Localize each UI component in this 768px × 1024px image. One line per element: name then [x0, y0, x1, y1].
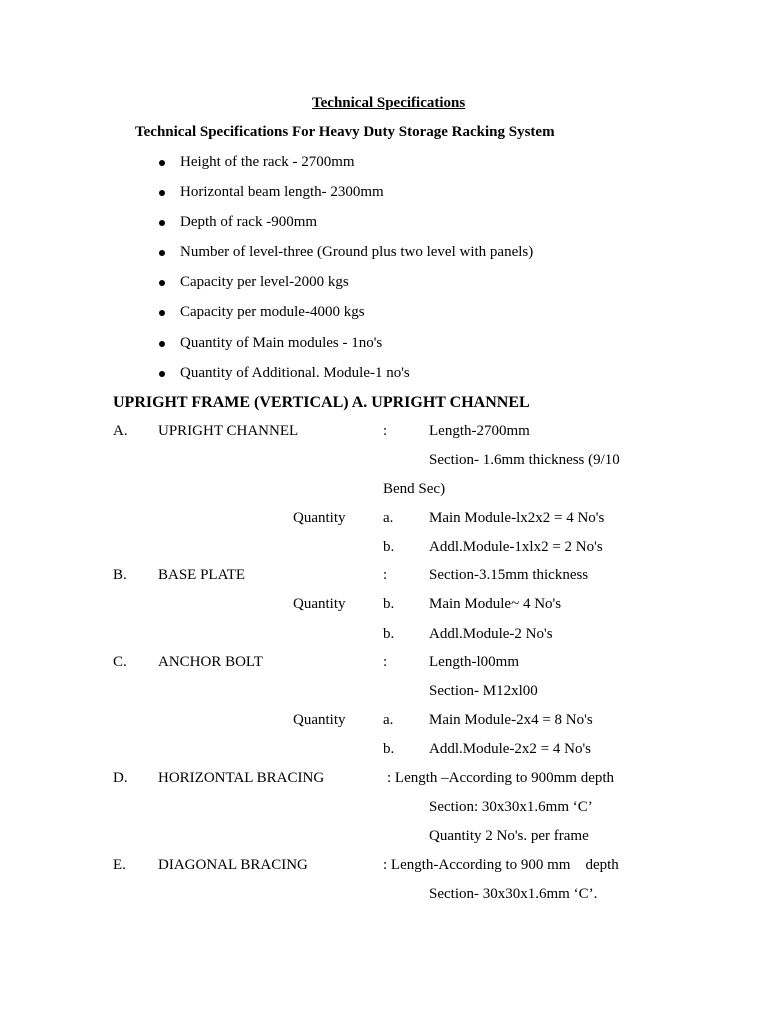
quantity-line: Addl.Module-2x2 = 4 No's: [429, 741, 591, 757]
separator-colon: :: [383, 567, 388, 583]
quantity-label: Quantity: [293, 712, 346, 728]
spec-line: : Length –According to 900mm depth: [387, 770, 615, 786]
item-letter: E.: [113, 857, 126, 873]
spec-line: Section-3.15mm thickness: [429, 567, 589, 583]
bullet-text: Horizontal beam length- 2300mm: [180, 184, 384, 200]
bullet-icon: [159, 220, 165, 226]
quantity-marker: b.: [383, 596, 395, 612]
bullet-text: Quantity of Additional. Module-1 no's: [180, 365, 410, 381]
bullet-icon: [159, 160, 165, 166]
quantity-marker: b.: [383, 539, 395, 555]
bullet-icon: [159, 190, 165, 196]
quantity-marker: b.: [383, 741, 395, 757]
bullet-text: Depth of rack -900mm: [180, 214, 318, 230]
item-letter: C.: [113, 654, 127, 670]
item-name: UPRIGHT CHANNEL: [158, 423, 299, 439]
bullet-text: Capacity per module-4000 kgs: [180, 304, 365, 320]
bullet-text: Quantity of Main modules - 1no's: [180, 335, 383, 351]
quantity-line: Addl.Module-1xlx2 = 2 No's: [429, 539, 603, 555]
item-letter: A.: [113, 423, 128, 439]
spec-line: Bend Sec): [383, 481, 446, 497]
document-subtitle: Technical Specifications For Heavy Duty Storage Racking System: [135, 124, 555, 140]
quantity-line: Main Module~ 4 No's: [429, 596, 562, 612]
quantity-line: Addl.Module-2 No's: [429, 626, 553, 642]
quantity-label: Quantity: [293, 596, 346, 612]
spec-line: Section- 30x30x1.6mm ‘C’.: [429, 886, 598, 902]
quantity-line: Main Module-2x4 = 8 No's: [429, 712, 593, 728]
bullet-icon: [159, 371, 165, 377]
quantity-marker: b.: [383, 626, 395, 642]
page-title: Technical Specifications: [312, 95, 466, 111]
bullet-icon: [159, 341, 165, 347]
separator-colon: :: [383, 654, 388, 670]
spec-line: Section: 30x30x1.6mm ‘C’: [429, 799, 593, 815]
spec-line: Section- M12xl00: [429, 683, 538, 699]
spec-line: Length-l00mm: [429, 654, 519, 670]
quantity-marker: a.: [383, 510, 394, 526]
bullet-text: Capacity per level-2000 kgs: [180, 274, 349, 290]
quantity-line: Main Module-lx2x2 = 4 No's: [429, 510, 605, 526]
bullet-icon: [159, 310, 165, 316]
bullet-icon: [159, 250, 165, 256]
item-letter: B.: [113, 567, 127, 583]
spec-line: : Length-According to 900 mm depth: [383, 857, 619, 873]
bullet-text: Height of the rack - 2700mm: [180, 154, 355, 170]
quantity-marker: a.: [383, 712, 394, 728]
separator-colon: :: [383, 423, 388, 439]
spec-line: Length-2700mm: [429, 423, 530, 439]
spec-line: Quantity 2 No's. per frame: [429, 828, 589, 844]
item-name: BASE PLATE: [158, 567, 246, 583]
spec-line: Section- 1.6mm thickness (9/10: [429, 452, 620, 468]
item-name: HORIZONTAL BRACING: [158, 770, 325, 786]
item-name: ANCHOR BOLT: [158, 654, 263, 670]
bullet-icon: [159, 280, 165, 286]
item-name: DIAGONAL BRACING: [158, 857, 308, 873]
section-heading: UPRIGHT FRAME (VERTICAL) A. UPRIGHT CHANNEL: [113, 394, 530, 411]
quantity-label: Quantity: [293, 510, 346, 526]
bullet-text: Number of level-three (Ground plus two level with panels): [180, 244, 534, 260]
item-letter: D.: [113, 770, 128, 786]
